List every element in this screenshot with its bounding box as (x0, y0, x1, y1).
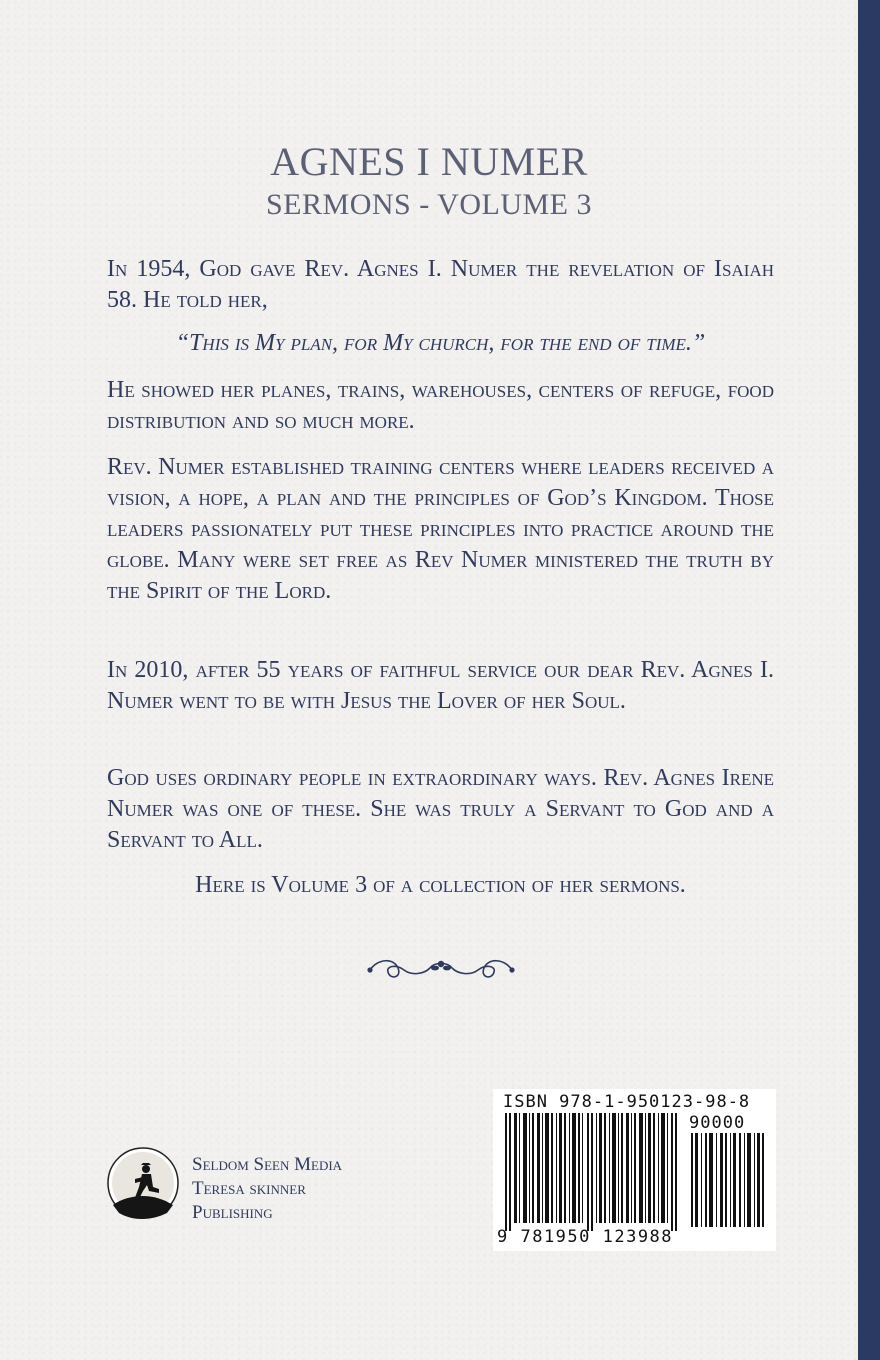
paragraph-revelation: In 1954, God gave Rev. Agnes I. Numer the revelation of Isaiah 58. He told her, (107, 256, 774, 313)
closing-line: Here is Volume 3 of a collection of her sermons. (195, 872, 686, 898)
ean-barcode-bars (503, 1113, 681, 1231)
book-subtitle: SERMONS - VOLUME 3 (266, 188, 592, 221)
publisher-name (192, 1153, 342, 1225)
publisher-line-2: Teresa skinner (192, 1178, 306, 1199)
scripture-quote: “This is My plan, for My church, for the end of time.” (175, 330, 706, 356)
publisher-logo (107, 1147, 179, 1219)
ean-digits: 9 781950 123988 (497, 1227, 674, 1247)
isbn-barcode (493, 1089, 776, 1251)
addon-barcode-bars (689, 1133, 767, 1227)
publisher-line-3: Publishing (192, 1202, 273, 1223)
paragraph-legacy: In 2010, after 55 years of faithful service our dear Rev. Agnes I. Numer went to be with Jesus the Lover of her Soul. (107, 657, 774, 714)
flourish-ornament (364, 950, 518, 986)
publisher-line-1: Seldom Seen Media (192, 1154, 343, 1175)
paragraph-training-centers: Rev. Numer established training centers where leaders received a vision, a hope, a plan and the principles of God’s Kingdom. Those leaders passionately put these principles into practice around the globe. Many were set free as Rev Numer ministered the truth by the Spirit of the Lord. (107, 454, 774, 604)
book-title: AGNES I NUMER (270, 139, 588, 184)
price-code: 90000 (689, 1113, 746, 1133)
spine-edge (858, 0, 880, 1360)
paragraph-vision: He showed her planes, trains, warehouses, centers of refuge, food distribution and so much more. (107, 377, 774, 434)
isbn-label: ISBN 978-1-950123-98-8 (503, 1092, 751, 1112)
paragraph-ordinary-people: God uses ordinary people in extraordinary ways. Rev. Agnes Irene Numer was one of these. She was truly a Servant to God and a Servant to All. (107, 765, 774, 853)
